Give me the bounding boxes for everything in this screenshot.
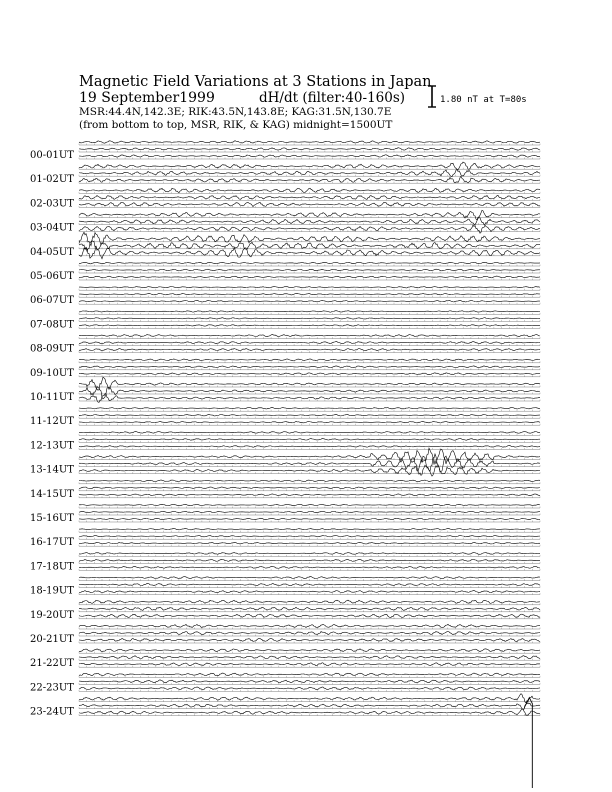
scale-bar xyxy=(428,86,527,107)
minute-ticks xyxy=(79,417,540,419)
trace-rows xyxy=(30,141,540,788)
waveform-trace xyxy=(79,377,540,390)
minute-ticks xyxy=(79,579,540,581)
row-label: 01-02UT xyxy=(30,174,74,186)
minute-ticks xyxy=(79,562,540,564)
minute-ticks xyxy=(79,424,540,426)
minute-ticks xyxy=(79,351,540,353)
waveform-trace xyxy=(79,535,540,537)
waveform-trace xyxy=(79,559,540,561)
minute-ticks xyxy=(79,659,540,661)
station-coordinates: MSR:44.4N,142.3E; RIK:43.5N,143.8E; KAG:31.5N,130.7E xyxy=(79,106,392,118)
waveform-trace xyxy=(79,210,540,219)
minute-ticks xyxy=(79,393,540,395)
row-label: 18-19UT xyxy=(30,585,74,597)
minute-ticks xyxy=(79,569,540,571)
waveform-trace xyxy=(79,614,540,617)
minute-ticks xyxy=(79,593,540,595)
minute-ticks xyxy=(79,489,540,491)
trace-row xyxy=(30,694,540,718)
minute-ticks xyxy=(79,303,540,305)
minute-ticks xyxy=(79,683,540,685)
minute-ticks xyxy=(79,690,540,692)
series-order-note: (from bottom to top, MSR, RIK, & KAG) midnight=1500UT xyxy=(79,119,393,131)
trace-row xyxy=(30,408,540,428)
scale-bar-label: 1.80 nT at T=80s xyxy=(440,95,527,105)
minute-ticks xyxy=(79,586,540,588)
minute-ticks xyxy=(79,240,540,242)
waveform-trace xyxy=(79,318,540,319)
row-label: 09-10UT xyxy=(30,367,74,379)
waveform-trace xyxy=(79,335,540,337)
trace-row xyxy=(30,480,540,500)
row-label: 16-17UT xyxy=(30,537,74,549)
minute-ticks xyxy=(79,441,540,443)
minute-ticks xyxy=(79,482,540,484)
waveform-trace xyxy=(79,414,540,415)
waveform-trace xyxy=(79,141,540,143)
row-label: 00-01UT xyxy=(30,150,74,161)
trace-row xyxy=(30,262,540,282)
waveform-trace xyxy=(79,373,540,375)
minute-ticks xyxy=(79,344,540,346)
waveform-trace xyxy=(79,241,540,252)
waveform-trace xyxy=(79,673,540,676)
waveform-trace xyxy=(79,446,540,448)
minute-ticks xyxy=(79,707,540,709)
minute-ticks xyxy=(79,175,540,177)
row-label: 07-08UT xyxy=(30,319,74,331)
waveform-trace xyxy=(79,276,540,278)
waveform-trace xyxy=(79,311,540,312)
waveform-trace xyxy=(79,366,540,368)
row-label: 04-05UT xyxy=(30,246,74,258)
minute-ticks xyxy=(79,531,540,533)
row-label: 14-15UT xyxy=(30,488,74,500)
minute-ticks xyxy=(79,192,540,194)
minute-ticks xyxy=(79,610,540,612)
row-label: 10-11UT xyxy=(30,392,74,403)
minute-ticks xyxy=(79,642,540,644)
minute-ticks xyxy=(79,617,540,619)
minute-ticks xyxy=(79,158,540,160)
trace-row xyxy=(30,335,540,355)
waveform-trace xyxy=(79,663,540,666)
waveform-trace xyxy=(79,349,540,351)
minute-ticks xyxy=(79,206,540,208)
minute-ticks xyxy=(79,555,540,557)
minute-ticks xyxy=(79,676,540,678)
minute-ticks xyxy=(79,320,540,322)
minute-ticks xyxy=(79,247,540,249)
minute-ticks xyxy=(79,603,540,605)
row-label: 19-20UT xyxy=(30,609,74,621)
minute-ticks xyxy=(79,272,540,274)
trace-row xyxy=(30,600,540,621)
minute-ticks xyxy=(79,168,540,170)
trace-row xyxy=(30,311,540,331)
row-label: 22-23UT xyxy=(30,682,74,694)
row-label: 12-13UT xyxy=(30,440,74,452)
minute-ticks xyxy=(79,254,540,256)
waveform-trace xyxy=(79,607,540,610)
minute-ticks xyxy=(79,465,540,467)
row-label: 17-18UT xyxy=(30,561,74,573)
minute-ticks xyxy=(79,182,540,184)
minute-ticks xyxy=(79,496,540,498)
waveform-trace xyxy=(79,624,540,627)
minute-ticks xyxy=(79,521,540,523)
waveform-trace xyxy=(79,511,540,512)
waveform-trace xyxy=(79,591,540,593)
minute-ticks xyxy=(79,386,540,388)
trace-row xyxy=(30,141,540,161)
minute-ticks xyxy=(79,400,540,402)
trace-row xyxy=(30,504,540,524)
minute-ticks xyxy=(79,628,540,630)
row-label: 21-22UT xyxy=(30,658,74,670)
minute-ticks xyxy=(79,313,540,315)
trace-row xyxy=(30,232,540,259)
minute-ticks xyxy=(79,265,540,267)
trace-row xyxy=(30,162,540,185)
waveform-trace xyxy=(79,325,540,326)
row-label: 23-24UT xyxy=(30,706,74,718)
waveform-trace xyxy=(79,148,540,151)
waveform-trace xyxy=(79,293,540,294)
minute-ticks xyxy=(79,216,540,218)
waveform-trace xyxy=(79,269,540,271)
waveform-trace xyxy=(79,487,540,489)
waveform-trace xyxy=(79,300,540,302)
row-label: 03-04UT xyxy=(30,222,74,234)
waveform-trace xyxy=(79,638,540,641)
waveform-trace xyxy=(79,494,540,496)
chart-quantity: dH/dt (filter:40-160s) xyxy=(259,90,406,106)
row-label: 20-21UT xyxy=(30,634,74,645)
waveform-trace xyxy=(79,480,540,482)
minute-ticks xyxy=(79,361,540,363)
minute-ticks xyxy=(79,223,540,225)
row-label: 08-09UT xyxy=(30,343,74,355)
minute-ticks xyxy=(79,448,540,450)
waveform-trace xyxy=(79,528,540,529)
trace-row xyxy=(30,210,540,233)
waveform-trace xyxy=(79,504,540,505)
waveform-trace xyxy=(79,632,540,635)
minute-ticks xyxy=(79,652,540,654)
row-label: 15-16UT xyxy=(30,513,74,524)
waveform-trace xyxy=(79,542,540,544)
waveform-trace xyxy=(79,232,540,245)
minute-ticks xyxy=(79,635,540,637)
trace-row xyxy=(30,448,540,476)
waveform-trace xyxy=(79,155,540,157)
waveform-trace xyxy=(79,583,540,585)
minute-ticks xyxy=(79,368,540,370)
row-label: 05-06UT xyxy=(30,271,74,282)
trace-row xyxy=(30,624,540,645)
trace-row xyxy=(30,377,540,403)
waveform-trace xyxy=(79,408,540,409)
minute-ticks xyxy=(79,144,540,146)
minute-ticks xyxy=(79,337,540,339)
trace-row xyxy=(30,359,540,379)
chart-date: 19 September1999 xyxy=(79,90,215,106)
waveform-trace xyxy=(79,286,540,287)
minute-ticks xyxy=(79,327,540,329)
waveform-trace xyxy=(79,656,540,659)
minute-ticks xyxy=(79,514,540,516)
minute-ticks xyxy=(79,279,540,281)
trace-row xyxy=(30,432,540,452)
minute-ticks xyxy=(79,199,540,201)
waveform-trace xyxy=(79,262,540,264)
minute-ticks xyxy=(79,507,540,509)
waveform-trace xyxy=(79,566,540,568)
trace-row xyxy=(30,188,540,209)
waveform-trace xyxy=(79,225,540,233)
minute-ticks xyxy=(79,545,540,547)
row-label: 11-12UT xyxy=(30,416,74,428)
waveform-trace xyxy=(79,439,540,441)
waveform-trace xyxy=(79,421,540,422)
minute-ticks xyxy=(79,666,540,668)
minute-ticks xyxy=(79,375,540,377)
waveform-trace xyxy=(79,432,540,434)
trace-row xyxy=(30,649,540,669)
row-label: 13-14UT xyxy=(30,464,74,476)
waveform-trace xyxy=(79,687,540,690)
waveform-trace xyxy=(79,600,540,603)
trace-row xyxy=(30,673,540,693)
trace-row xyxy=(30,552,540,572)
minute-ticks xyxy=(79,230,540,232)
row-label: 06-07UT xyxy=(30,295,74,307)
minute-ticks xyxy=(79,289,540,291)
minute-ticks xyxy=(79,296,540,298)
minute-ticks xyxy=(79,714,540,716)
trace-row xyxy=(30,286,540,306)
waveform-trace xyxy=(79,195,540,199)
minute-ticks xyxy=(79,472,540,474)
trace-row xyxy=(30,576,540,596)
waveform-trace xyxy=(79,518,540,519)
minute-ticks xyxy=(79,538,540,540)
minute-ticks xyxy=(79,434,540,436)
row-label: 02-03UT xyxy=(30,198,74,210)
waveform-trace xyxy=(79,552,540,554)
minute-ticks xyxy=(79,700,540,702)
minute-ticks xyxy=(79,151,540,153)
waveform-trace xyxy=(79,649,540,652)
waveform-trace xyxy=(79,576,540,578)
waveform-trace xyxy=(79,359,540,361)
trace-row xyxy=(30,528,540,548)
chart-title: Magnetic Field Variations at 3 Stations in Japan xyxy=(79,74,432,90)
minute-ticks xyxy=(79,410,540,412)
waveform-trace xyxy=(79,342,540,344)
waveform-trace xyxy=(79,680,540,683)
